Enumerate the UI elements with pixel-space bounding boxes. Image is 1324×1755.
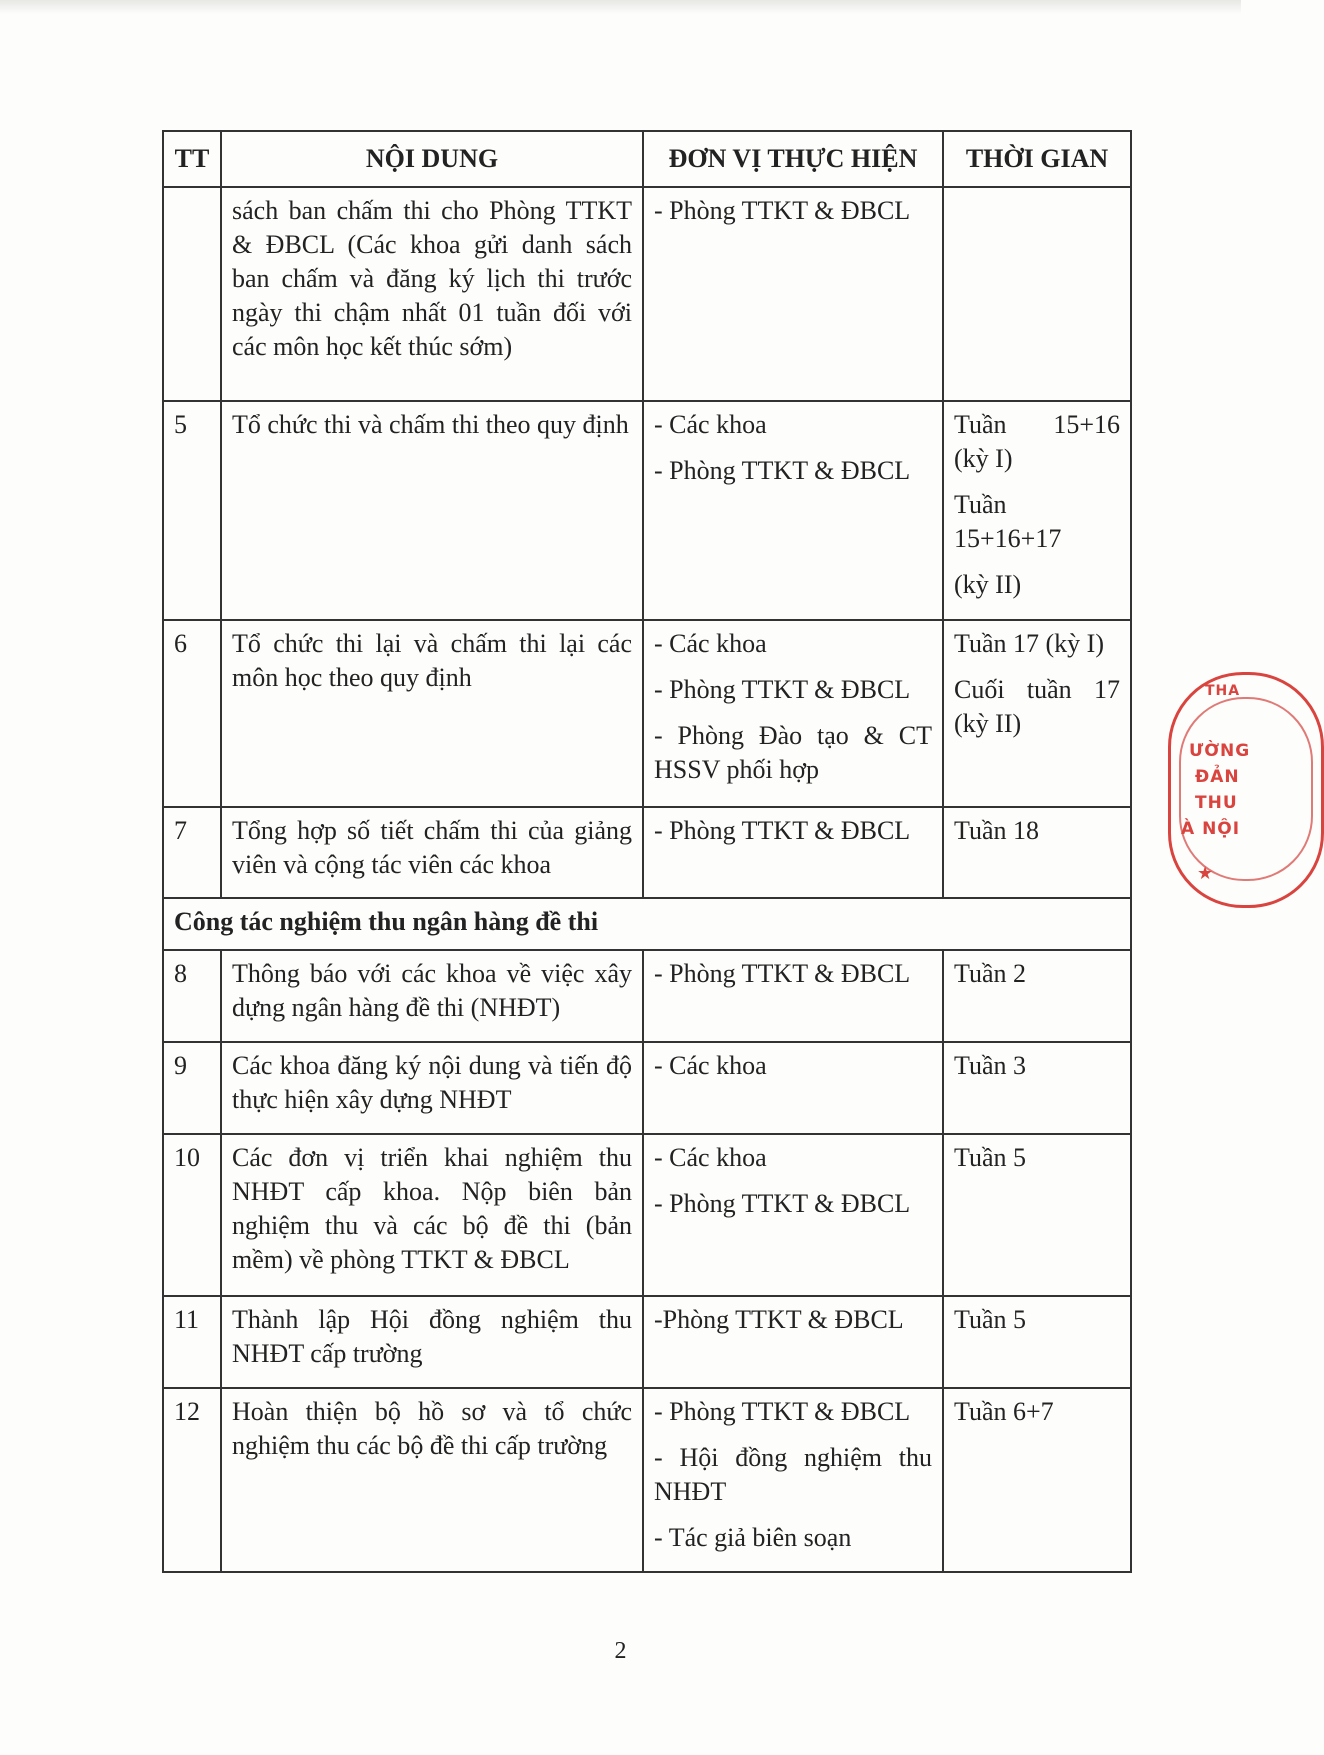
row-content: Các đơn vị triển khai nghiệm thu NHĐT cấp khoa. Nộp biên bản nghiệm thu và các bộ đề thi (bản mềm) về phòng TTKT & ĐBCL: [221, 1134, 643, 1296]
unit-line: - Phòng TTKT & ĐBCL: [654, 675, 911, 704]
star-icon: ★: [1197, 863, 1214, 884]
unit-line: - Phòng TTKT & ĐBCL: [654, 1189, 911, 1218]
table-row: [163, 620, 1131, 807]
header-content: NỘI DUNG: [221, 131, 643, 187]
section-row: [163, 898, 1131, 950]
row-content: Các khoa đăng ký nội dung và tiến độ thực hiện xây dựng NHĐT: [221, 1042, 643, 1134]
unit-line: - Tác giả biên soạn: [654, 1523, 852, 1552]
red-seal-stamp: [1168, 672, 1324, 908]
row-content: Thông báo với các khoa về việc xây dựng ngân hàng đề thi (NHĐT): [221, 950, 643, 1042]
table-row: [163, 1296, 1131, 1388]
row-number: 8: [163, 950, 221, 1042]
row-content: Thành lập Hội đồng nghiệm thu NHĐT cấp trường: [221, 1296, 643, 1388]
time-line: Tuần 5: [954, 1143, 1027, 1172]
row-time: [943, 401, 1131, 620]
row-unit: [643, 1134, 943, 1296]
time-line: Tuần 15+16+17: [954, 490, 1062, 553]
table-row: [163, 1134, 1131, 1296]
unit-line: - Phòng TTKT & ĐBCL: [654, 816, 911, 845]
unit-line: - Các khoa: [654, 1051, 767, 1080]
row-number: 10: [163, 1134, 221, 1296]
row-time: [943, 1042, 1131, 1134]
header-unit: ĐƠN VỊ THỰC HIỆN: [643, 131, 943, 187]
table-row: [163, 807, 1131, 898]
row-number: 6: [163, 620, 221, 807]
row-unit: [643, 187, 943, 401]
unit-line: - Các khoa: [654, 629, 767, 658]
row-time: [943, 187, 1131, 401]
stamp-text: THA: [1205, 683, 1241, 699]
time-line: Cuối tuần 17 (kỳ II): [954, 675, 1120, 738]
row-time: [943, 950, 1131, 1042]
table-row: [163, 1042, 1131, 1134]
row-content: Tổ chức thi và chấm thi theo quy định: [221, 401, 643, 620]
section-title: Công tác nghiệm thu ngân hàng đề thi: [163, 898, 1131, 950]
page-number: 2: [614, 1638, 627, 1664]
unit-line: - Phòng Đào tạo & CT HSSV phối hợp: [654, 721, 932, 784]
header-tt: TT: [163, 131, 221, 187]
row-content: sách ban chấm thi cho Phòng TTKT & ĐBCL (Các khoa gửi danh sách ban chấm và đăng ký lịch thi trước ngày thi chậm nhất 01 tuần đối với các môn học kết thúc sớm): [221, 187, 643, 401]
row-number: 11: [163, 1296, 221, 1388]
stamp-text: ƯỜNG: [1189, 741, 1251, 761]
scan-edge: [0, 0, 1241, 14]
row-time: [943, 1296, 1131, 1388]
schedule-table: [162, 130, 1132, 1573]
row-unit: [643, 950, 943, 1042]
table-row: [163, 187, 1131, 401]
row-number: 12: [163, 1388, 221, 1572]
stamp-text: THU: [1195, 793, 1238, 813]
time-line: Tuần 15+16 (kỳ I): [954, 410, 1120, 473]
stamp-text: À NỘI: [1181, 819, 1241, 839]
row-unit: [643, 1296, 943, 1388]
table-row: [163, 950, 1131, 1042]
row-unit: [643, 1388, 943, 1572]
row-unit: [643, 401, 943, 620]
unit-line: - Phòng TTKT & ĐBCL: [654, 196, 911, 225]
unit-line: - Hội đồng nghiệm thu NHĐT: [654, 1443, 932, 1506]
row-content: Tổng hợp số tiết chấm thi của giảng viên và cộng tác viên các khoa: [221, 807, 643, 898]
row-number: [163, 187, 221, 401]
unit-line: -Phòng TTKT & ĐBCL: [654, 1305, 904, 1334]
row-number: 5: [163, 401, 221, 620]
row-unit: [643, 620, 943, 807]
time-line: Tuần 6+7: [954, 1397, 1054, 1426]
row-unit: [643, 1042, 943, 1134]
row-time: [943, 807, 1131, 898]
time-line: (kỳ II): [954, 570, 1022, 599]
time-line: Tuần 17 (kỳ I): [954, 629, 1104, 658]
row-content: Hoàn thiện bộ hồ sơ và tổ chức nghiệm thu các bộ đề thi cấp trường: [221, 1388, 643, 1572]
time-line: Tuần 18: [954, 816, 1040, 845]
row-content: Tổ chức thi lại và chấm thi lại các môn học theo quy định: [221, 620, 643, 807]
unit-line: - Các khoa: [654, 410, 767, 439]
row-number: 7: [163, 807, 221, 898]
header-time: THỜI GIAN: [943, 131, 1131, 187]
time-line: Tuần 2: [954, 959, 1027, 988]
unit-line: - Các khoa: [654, 1143, 767, 1172]
row-unit: [643, 807, 943, 898]
row-time: [943, 1388, 1131, 1572]
table-row: [163, 401, 1131, 620]
unit-line: - Phòng TTKT & ĐBCL: [654, 959, 911, 988]
row-time: [943, 1134, 1131, 1296]
stamp-text: ĐẢN: [1195, 767, 1240, 787]
time-line: Tuần 3: [954, 1051, 1027, 1080]
row-number: 9: [163, 1042, 221, 1134]
table-row: [163, 1388, 1131, 1572]
unit-line: - Phòng TTKT & ĐBCL: [654, 1397, 911, 1426]
unit-line: - Phòng TTKT & ĐBCL: [654, 456, 911, 485]
row-time: [943, 620, 1131, 807]
table-header-row: [163, 131, 1131, 187]
time-line: Tuần 5: [954, 1305, 1027, 1334]
stamp-inner-ring: [1179, 697, 1313, 881]
